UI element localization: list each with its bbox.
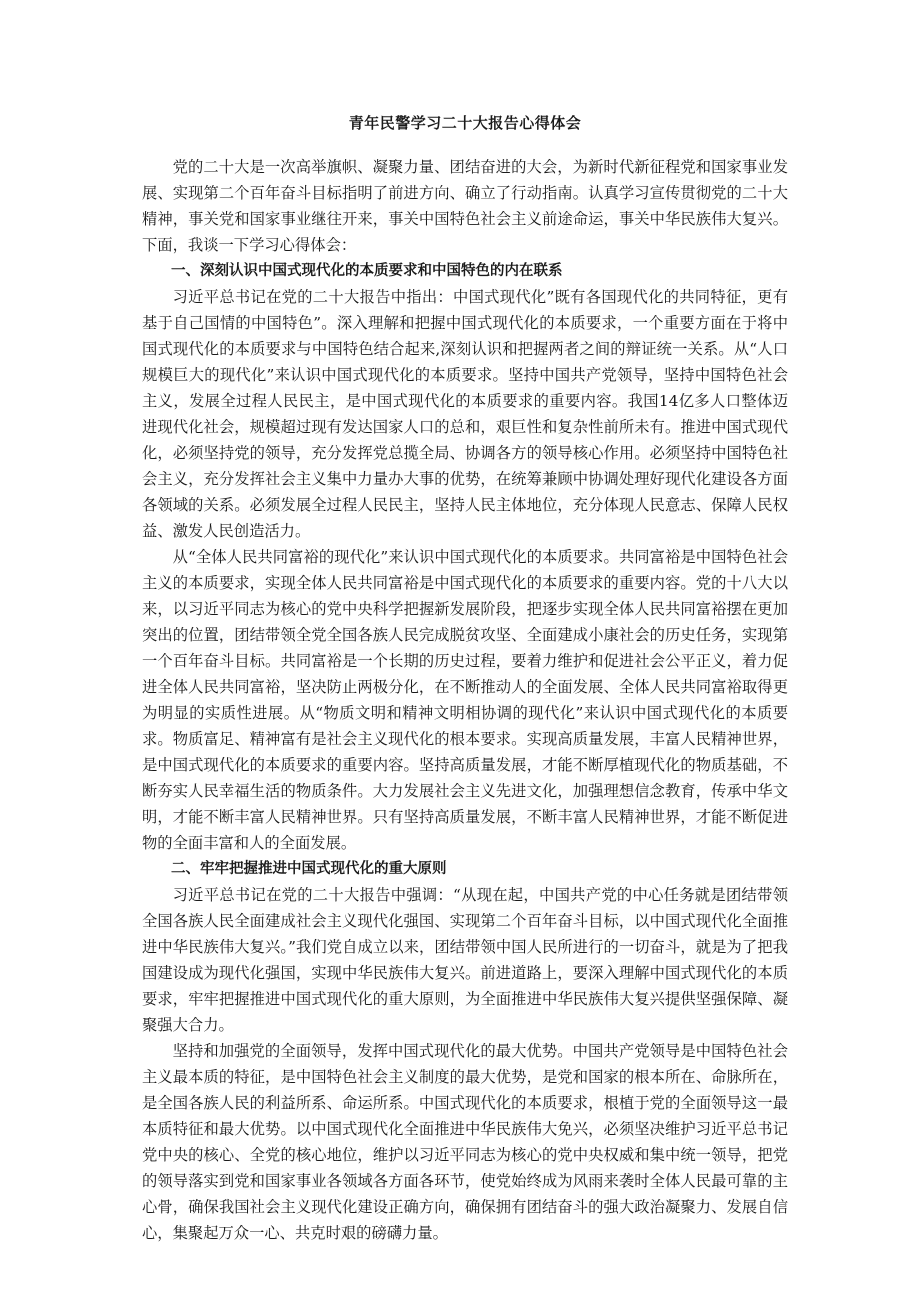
paragraph-section2-b: 坚持和加强党的全面领导，发挥中国式现代化的最大优势。中国共产党领导是中国特色社会主义最本质的特征，是中国特色社会主义制度的最大优势，是党和国家的根本所在、命脉所在，是全国各族人民的利益所系、命运所系。中国式现代化的本质要求，根植于党的全面领导这一最本质特征和最大优势。以中国式现代化全面推进中华民族伟大免兴，必须坚决维护习近平总书记党中央的核心、全党的核心地位，维护以习近平同志为核心的党中央权威和集中统一领导，把党的领导落实到党和国家事业各领域各方面各环节，使党始终成为风雨来袭时全体人民最可靠的主心骨，确保我国社会主义现代化建设正确方向，确保拥有团结奋斗的强大政治凝聚力、发展自信心，集聚起万众一心、共克时艰的磅礴力量。 bbox=[142, 1042, 788, 1242]
document-page bbox=[142, 112, 788, 1246]
paragraph-intro: 党的二十大是一次高举旗帜、凝聚力量、团结奋进的大会，为新时代新征程党和国家事业发展、实现第二个百年奋斗目标指明了前进方向、确立了行动指南。认真学习宣传贯彻党的二十大精神，事关党和国家事业继往开来，事关中国特色社会主义前途命运，事关中华民族伟大复兴。下面，我谈一下学习心得体会： bbox=[142, 158, 788, 254]
paragraph-section1-b: 从“全体人民共同富裕的现代化”来认识中国式现代化的本质要求。共同富裕是中国特色社会主义的本质要求，实现全体人民共同富裕是中国式现代化的本质要求的重要内容。党的十八大以来，以习近平同志为核心的党中央科学把握新发展阶段，把逐步实现全体人民共同富裕摆在更加突出的位置，团结带领全党全国各族人民完成脱贫攻坚、全面建成小康社会的历史任务，实现第一个百年奋斗目标。共同富裕是一个长期的历史过程，要着力维护和促进社会公平正义，着力促进全体人民共同富裕，坚决防止两极分化，在不断推动人的全面发展、全体人民共同富裕取得更为明显的实质性进展。从“物质文明和精神文明相协调的现代化”来认识中国式现代化的本质要求。物质富足、精神富有是社会主义现代化的根本要求。实现高质量发展，丰富人民精神世界，是中国式现代化的本质要求的重要内容。坚持高质量发展，才能不断厚植现代化的物质基础，不断夯实人民幸福生活的物质条件。大力发展社会主义先进文化，加强理想信念教育，传承中华文明，才能不断丰富人民精神世界。只有坚持高质量发展，不断丰富人民精神世界，才能不断促进物的全面丰富和人的全面发展。 bbox=[142, 548, 788, 852]
section-heading-1: 一、深刻认识中国式现代化的本质要求和中国特色的内在联系 bbox=[171, 263, 563, 279]
section-heading-2: 二、牢牢把握推进中国式现代化的重大原则 bbox=[171, 861, 447, 877]
paragraph-section1-a: 习近平总书记在党的二十大报告中指出：中国式现代化”既有各国现代化的共同特征，更有基于自己国情的中国特色”。深入理解和把握中国式现代化的本质要求，一个重要方面在于将中国式现代化的本质要求与中国特色结合起来,深刻认识和把握两者之间的辩证统一关系。从“人口规模巨大的现代化”来认识中国式现代化的本质要求。坚持中国共产党领导，坚持中国特色社会主义，发展全过程人民民主，是中国式现代化的本质要求的重要内容。我国14亿多人口整体迈进现代化社会，规模超过现有发达国家人口的总和，艰巨性和复杂性前所未有。推进中国式现代化，必须坚持党的领导，充分发挥党总揽全局、协调各方的领导核心作用。必须坚持中国特色社会主义，充分发挥社会主义集中力量办大事的优势，在统筹兼顾中协调处理好现代化建设各方面各领域的关系。必须发展全过程人民民主，坚持人民主体地位，充分体现人民意志、保障人民权益、激发人民创造活力。 bbox=[142, 288, 788, 540]
document-title: 青年民警学习二十大报告心得体会 bbox=[348, 114, 582, 132]
paragraph-section2-a: 习近平总书记在党的二十大报告中强调：“从现在起，中国共产党的中心任务就是团结带领全国各族人民全面建成社会主义现代化强国、实现第二个百年奋斗目标，以中国式现代化全面推进中华民族伟大复兴。”我们党自成立以来，团结带领中国人民所进行的一切奋斗，就是为了把我国建设成为现代化强国，实现中华民族伟大复兴。前进道路上，要深入理解中国式现代化的本质要求，牢牢把握推进中国式现代化的重大原则，为全面推进中华民族伟大复兴提供坚强保障、凝聚强大合力。 bbox=[142, 886, 788, 1034]
